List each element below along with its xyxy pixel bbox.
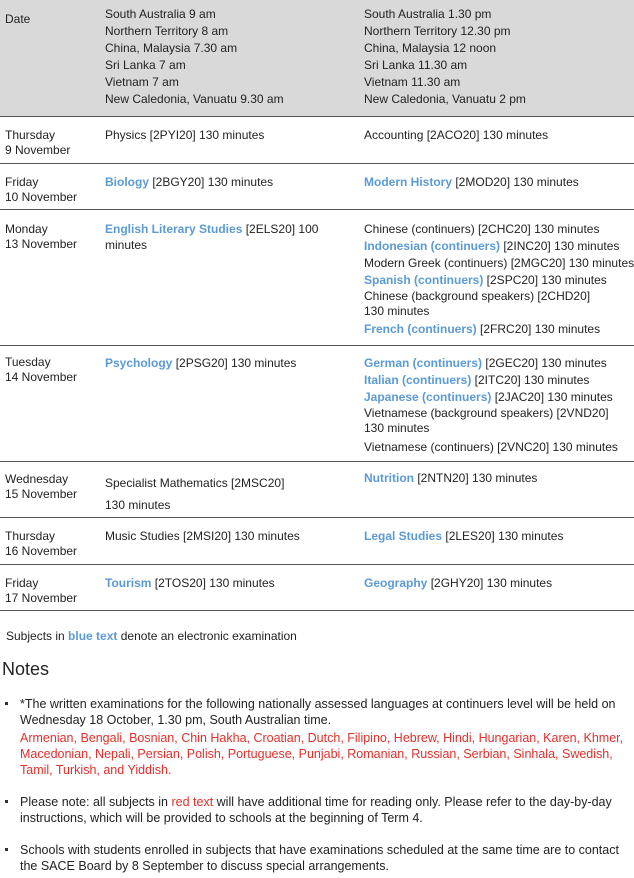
afternoon-time: China, Malaysia 12 noon [364,41,497,55]
table-row [0,117,634,164]
subject-code: [2GHY20] 130 minutes [427,576,553,590]
day-label: Monday [5,222,48,236]
subject-code: [2INC20] 130 minutes [500,239,620,253]
table-row [0,164,634,210]
afternoon-exams [364,127,634,144]
subject-code: [2MOD20] 130 minutes [452,175,579,189]
exam-date [5,529,100,559]
date-label: 16 November [5,544,78,558]
subject-code: [2BGY20] 130 minutes [149,175,274,189]
subject-code: Vietnamese (background speakers) [2VND20] 130 minutes [364,406,609,435]
subject-code: [2SPC20] 130 minutes [483,273,607,287]
subject-name: Nutrition [364,471,414,485]
note-reading-time [20,794,625,826]
morning-exams [105,355,350,372]
subject-code: [2JAC20] 130 minutes [491,390,613,404]
subject-code: Specialist Mathematics [2MSC20] [105,476,285,490]
subject-code: [2PSG20] 130 minutes [172,356,297,370]
morning-exams [105,174,350,191]
afternoon-time: Sri Lanka 11.30 am [364,58,468,72]
afternoon-exams [364,528,634,545]
subject-name: Modern History [364,175,453,189]
morning-session-times [105,6,350,108]
afternoon-exams [364,221,634,338]
day-label: Friday [5,175,39,189]
subject-code: [2GEC20] 130 minutes [482,356,607,370]
note-text: Please note: all subjects in [20,795,172,809]
morning-time: New Caledonia, Vanuatu 9.30 am [105,92,284,106]
date-label: 15 November [5,487,78,501]
subject-code: Chinese (background speakers) [2CHD20] 130 minutes [364,289,591,318]
exam-date [5,355,100,385]
table-row [0,518,634,565]
date-label: 14 November [5,370,78,384]
morning-time: Northern Territory 8 am [105,24,229,38]
exam-date [5,222,100,252]
subject-code: Accounting [2ACO20] 130 minutes [364,128,549,142]
subject-name: German (continuers) [364,356,483,370]
subject-name: English Literary Studies [105,222,243,236]
note-text: *The written examinations for the following nationally assessed languages at continuers level will be held on Wednesday 18 October, 1.30 pm, South Australian time. [20,697,616,727]
subject-name: French (continuers) [364,322,477,336]
morning-exams [105,221,350,253]
day-label: Friday [5,576,39,590]
subject-name: Tourism [105,576,152,590]
subject-name: Psychology [105,356,173,370]
bullet-icon [5,848,8,851]
notes-heading: Notes [2,659,50,679]
note-text: Schools with students enrolled in subjects that have examinations scheduled at the same time are to contact the SACE Board by 8 September to discuss special arrangements. [20,843,619,873]
subject-name: Geography [364,576,428,590]
date-label: 13 November [5,237,78,251]
languages-list: Armenian, Bengali, Bosnian, Chin Hakha, Croatian, Dutch, Filipino, Hebrew, Hindi, Hungarian, Karen, Khmer, Macedonian, Nepali, Persian, Polish, Portuguese, Punjabi, Romanian, Russian, Serbian, Sinhala, Swedish, Tamil, Turkish, and Yiddish. [20,731,624,777]
subject-name: Japanese (continuers) [364,390,492,404]
afternoon-session-times [364,6,634,108]
subject-name: Italian (continuers) [364,373,472,387]
afternoon-exams [364,470,634,487]
subject-code: [2LES20] 130 minutes [442,529,564,543]
note-languages [20,696,625,778]
red-text-label: red text [171,795,214,809]
table-row [0,462,634,518]
electronic-exam-legend [6,629,297,643]
day-label: Thursday [5,128,56,142]
date-label: 17 November [5,591,78,605]
subject-code: [2NTN20] 130 minutes [414,471,538,485]
day-label: Wednesday [5,472,69,486]
date-column-header: Date [5,12,31,26]
timetable-header-row [0,0,634,117]
subject-code: 130 minutes [105,498,171,512]
bullet-icon [5,702,8,705]
subject-code: Chinese (continuers) [2CHC20] 130 minutes [364,222,600,236]
subject-name: Indonesian (continuers) [364,239,501,253]
morning-exams [105,528,350,545]
subject-code: Physics [2PYI20] 130 minutes [105,128,265,142]
day-label: Tuesday [5,355,51,369]
morning-time: Sri Lanka 7 am [105,58,186,72]
exam-date [5,128,100,158]
afternoon-time: Northern Territory 12.30 pm [364,24,511,38]
afternoon-exams [364,575,634,592]
morning-time: China, Malaysia 7.30 am [105,41,238,55]
subject-code: Vietnamese (continuers) [2VNC20] 130 minutes [364,440,618,454]
table-row [0,210,634,346]
bullet-icon [5,800,8,803]
morning-time: Vietnam 7 am [105,75,179,89]
afternoon-exams [364,174,634,191]
day-label: Thursday [5,529,56,543]
subject-name: Biology [105,175,149,189]
subject-code: [2TOS20] 130 minutes [151,576,275,590]
subject-code: [2ELS20] 100 minutes [105,222,319,252]
afternoon-time: South Australia 1.30 pm [364,7,492,21]
subject-code: Music Studies [2MSI20] 130 minutes [105,529,300,543]
legend-blue-text: blue text [68,629,118,643]
afternoon-time: New Caledonia, Vanuatu 2 pm [364,92,526,106]
table-row [0,565,634,611]
legend-text: denote an electronic examination [117,629,297,643]
morning-time: South Australia 9 am [105,7,216,21]
morning-exams [105,127,350,144]
table-row [0,346,634,462]
note-special-arrangements [20,842,625,874]
subject-code: [2ITC20] 130 minutes [471,373,590,387]
afternoon-time: Vietnam 11.30 am [364,75,461,89]
legend-text: Subjects in [6,629,69,643]
subject-name: Legal Studies [364,529,443,543]
exam-date [5,472,100,502]
exam-date [5,175,100,205]
morning-exams [105,575,350,592]
date-label: 10 November [5,190,78,204]
note-text: will have additional time for reading only. Please refer to the day-by-day instructions, which will be provided to schools at the beginning of Term 4. [20,795,612,825]
exam-date [5,576,100,606]
subject-name: Spanish (continuers) [364,273,484,287]
subject-code: Modern Greek (continuers) [2MGC20] 130 minutes [364,256,634,270]
morning-exams [105,472,350,516]
afternoon-exams [364,355,629,456]
date-label: 9 November [5,143,71,157]
subject-code: [2FRC20] 130 minutes [476,322,601,336]
